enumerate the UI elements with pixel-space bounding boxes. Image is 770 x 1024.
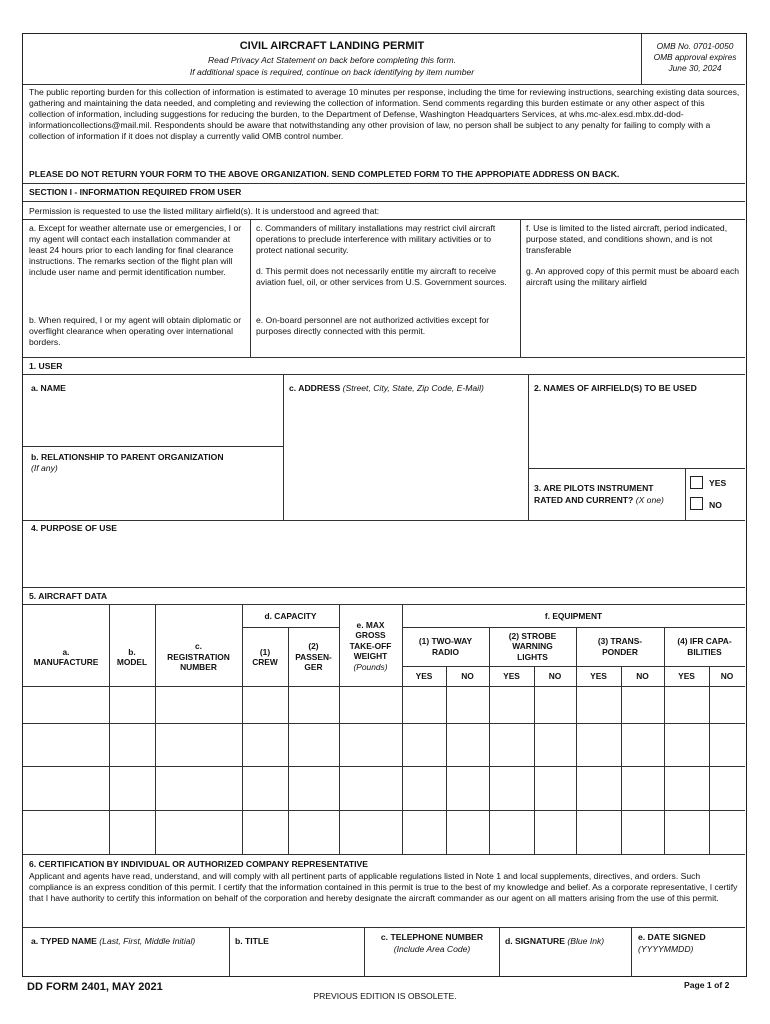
airfields-label: 2. NAMES OF AIRFIELD(S) TO BE USED [534, 383, 697, 393]
ifr-yes-header: YES [678, 670, 695, 681]
col-strobe-lights: (2) STROBE WARNING LIGHTS [508, 630, 557, 662]
term-c: c. Commanders of military installations may restrict civil aircraft operations to preclude interference with military activities or to protect national security. [256, 223, 496, 255]
ifr-no-header: NO [720, 670, 734, 681]
pilots-yes-label: YES [709, 478, 727, 488]
purpose-field[interactable] [24, 536, 744, 586]
return-notice: PLEASE DO NOT RETURN YOUR FORM TO THE ABOVE ORGANIZATION. SEND COMPLETED FORM TO THE APPROPIATE ADDRESS ON BACK. [29, 169, 620, 179]
col-crew: (1) CREW [252, 646, 278, 667]
col-two-way-radio: (1) TWO-WAY RADIO [418, 636, 473, 657]
section-1-title: SECTION I - INFORMATION REQUIRED FROM USER [29, 187, 242, 197]
term-d: d. This permit does not necessarily entitle my aircraft to receive aviation fuel, oil, or other services from U.S. Government sources. [256, 266, 507, 287]
col-max-weight: e. MAX GROSS TAKE-OFF WEIGHT (Pounds) [349, 619, 392, 672]
term-e: e. On-board personnel are not authorized activities except for purposes directly connected with this permit. [256, 315, 490, 336]
omb-number: OMB No. 0701-0050 [656, 41, 734, 51]
form-title: CIVIL AIRCRAFT LANDING PERMIT [239, 40, 425, 52]
relationship-field[interactable] [24, 476, 282, 519]
col-passenger: (2) PASSEN- GER [295, 641, 332, 673]
typed-name-label: a. TYPED NAME (Last, First, Middle Initial) [31, 936, 196, 946]
relationship-hint: (If any) [31, 463, 58, 473]
omb-date: June 30, 2024 [668, 63, 722, 73]
omb-expires: OMB approval expires [653, 52, 737, 62]
term-a: a. Except for weather alternate use or emergencies, I or my agent will contact each installation commander at least 24 hours prior to each landing for final clearance instructions. The remarks section of the flight plan will include user name and permit identification number. [29, 223, 242, 277]
col-model: b. MODEL [116, 646, 148, 667]
cert-title: 6. CERTIFICATION BY INDIVIDUAL OR AUTHORIZED COMPANY REPRESENTATIVE [29, 859, 368, 869]
title-field[interactable] [230, 948, 363, 976]
typed-name-field[interactable] [24, 948, 228, 976]
term-b: b. When required, I or my agent will obtain diplomatic or overflight clearance when operating over international borders. [29, 315, 242, 347]
pilots-question-line1: 3. ARE PILOTS INSTRUMENT [534, 483, 654, 493]
signature-label: d. SIGNATURE (Blue Ink) [505, 936, 605, 946]
form-id: DD FORM 2401, MAY 2021 [27, 981, 163, 993]
telephone-hint: (Include Area Code) [393, 944, 471, 954]
user-name-field[interactable] [24, 396, 282, 446]
pilots-no-label: NO [709, 500, 722, 510]
aircraft-title: 5. AIRCRAFT DATA [29, 591, 108, 601]
date-signed-field[interactable] [632, 956, 744, 976]
telephone-label: c. TELEPHONE NUMBER [380, 932, 484, 942]
user-name-label: a. NAME [31, 383, 66, 393]
transponder-yes-header: YES [590, 670, 607, 681]
privacy-note: Read Privacy Act Statement on back before completing this form. [207, 55, 457, 65]
space-note: If additional space is required, continue on back identifying by item number [189, 67, 475, 77]
burden-statement: The public reporting burden for this collection of information is estimated to average 10 minutes per response, including the time for reviewing instructions, searching existing data sources, gathering and maintaining the data needed, and completing and reviewing the collection of information. Send comments regarding this burden estimate or any other aspect of this collection of information, including suggestions for reducing the burden, to the Department of Defense, Washington Headquarters Services, at whs.mc-alex.esd.mbx.dd-dod-informationcollections@mail.mil. Respondents should be aware that notwithstanding any other provision of law, no person shall be subject to any penalty for failing to comply with a collection of information if it does not display a currently valid OMB control number. [29, 87, 740, 141]
section-1-intro: Permission is requested to use the listed military airfield(s). It is understood and agreed that: [29, 206, 380, 216]
user-title: 1. USER [29, 361, 63, 371]
user-address-label: c. ADDRESS (Street, City, State, Zip Code, E-Mail) [289, 383, 484, 393]
pilots-yes-checkbox[interactable] [690, 476, 703, 489]
col-registration: c. REGISTRATION NUMBER [167, 641, 230, 673]
date-signed-label: e. DATE SIGNED [638, 932, 706, 942]
col-ifr: (4) IFR CAPA- BILITIES [677, 636, 732, 657]
col-manufacture: a. MANUFACTURE [33, 646, 99, 667]
transponder-no-header: NO [636, 670, 649, 681]
strobe-yes-header: YES [503, 670, 520, 681]
term-g: g. An approved copy of this permit must be aboard each aircraft using the military airfield [526, 266, 740, 287]
obsolete-note: PREVIOUS EDITION IS OBSOLETE. [313, 991, 457, 1001]
radio-no-header: NO [461, 670, 474, 681]
user-address-field[interactable] [284, 396, 527, 519]
col-capacity: d. CAPACITY [264, 610, 317, 621]
title-label: b. TITLE [235, 936, 269, 946]
airfields-field[interactable] [529, 396, 745, 468]
col-transponder: (3) TRANS- PONDER [597, 636, 643, 657]
telephone-field[interactable] [365, 956, 498, 976]
page-number: Page 1 of 2 [684, 980, 730, 990]
relationship-label: b. RELATIONSHIP TO PARENT ORGANIZATION [31, 452, 224, 462]
aircraft-row-3[interactable] [24, 767, 744, 809]
date-signed-hint: (YYYYMMDD) [638, 944, 694, 954]
cert-text: Applicant and agents have read, understand, and will comply with all pertinent parts of applicable regulations listed in Note 1 and local supplements, directives, and orders. Such compliance is an express condition of this permit. I certify that the information contained in this permit is true to the best of my knowledge and belief. As a corporate representative, I certify that I have authority to certify this information on behalf of the corporation and hereby designate the aircraft commander as our agent on all matters arising from the use of this permit. [29, 871, 738, 903]
permit-form [22, 33, 747, 977]
strobe-no-header: NO [548, 670, 562, 681]
signature-field[interactable] [500, 948, 630, 976]
aircraft-row-4[interactable] [24, 811, 744, 853]
pilots-question-line2: RATED AND CURRENT? (X one) [534, 495, 664, 505]
radio-yes-header: YES [415, 670, 433, 681]
col-equipment: f. EQUIPMENT [544, 610, 603, 621]
aircraft-row-2[interactable] [24, 724, 744, 765]
term-f: f. Use is limited to the listed aircraft, period indicated, purpose stated, and conditions shown, and is not transferable [526, 223, 728, 255]
aircraft-row-1[interactable] [24, 687, 744, 722]
pilots-no-checkbox[interactable] [690, 497, 703, 510]
purpose-label: 4. PURPOSE OF USE [31, 523, 117, 533]
